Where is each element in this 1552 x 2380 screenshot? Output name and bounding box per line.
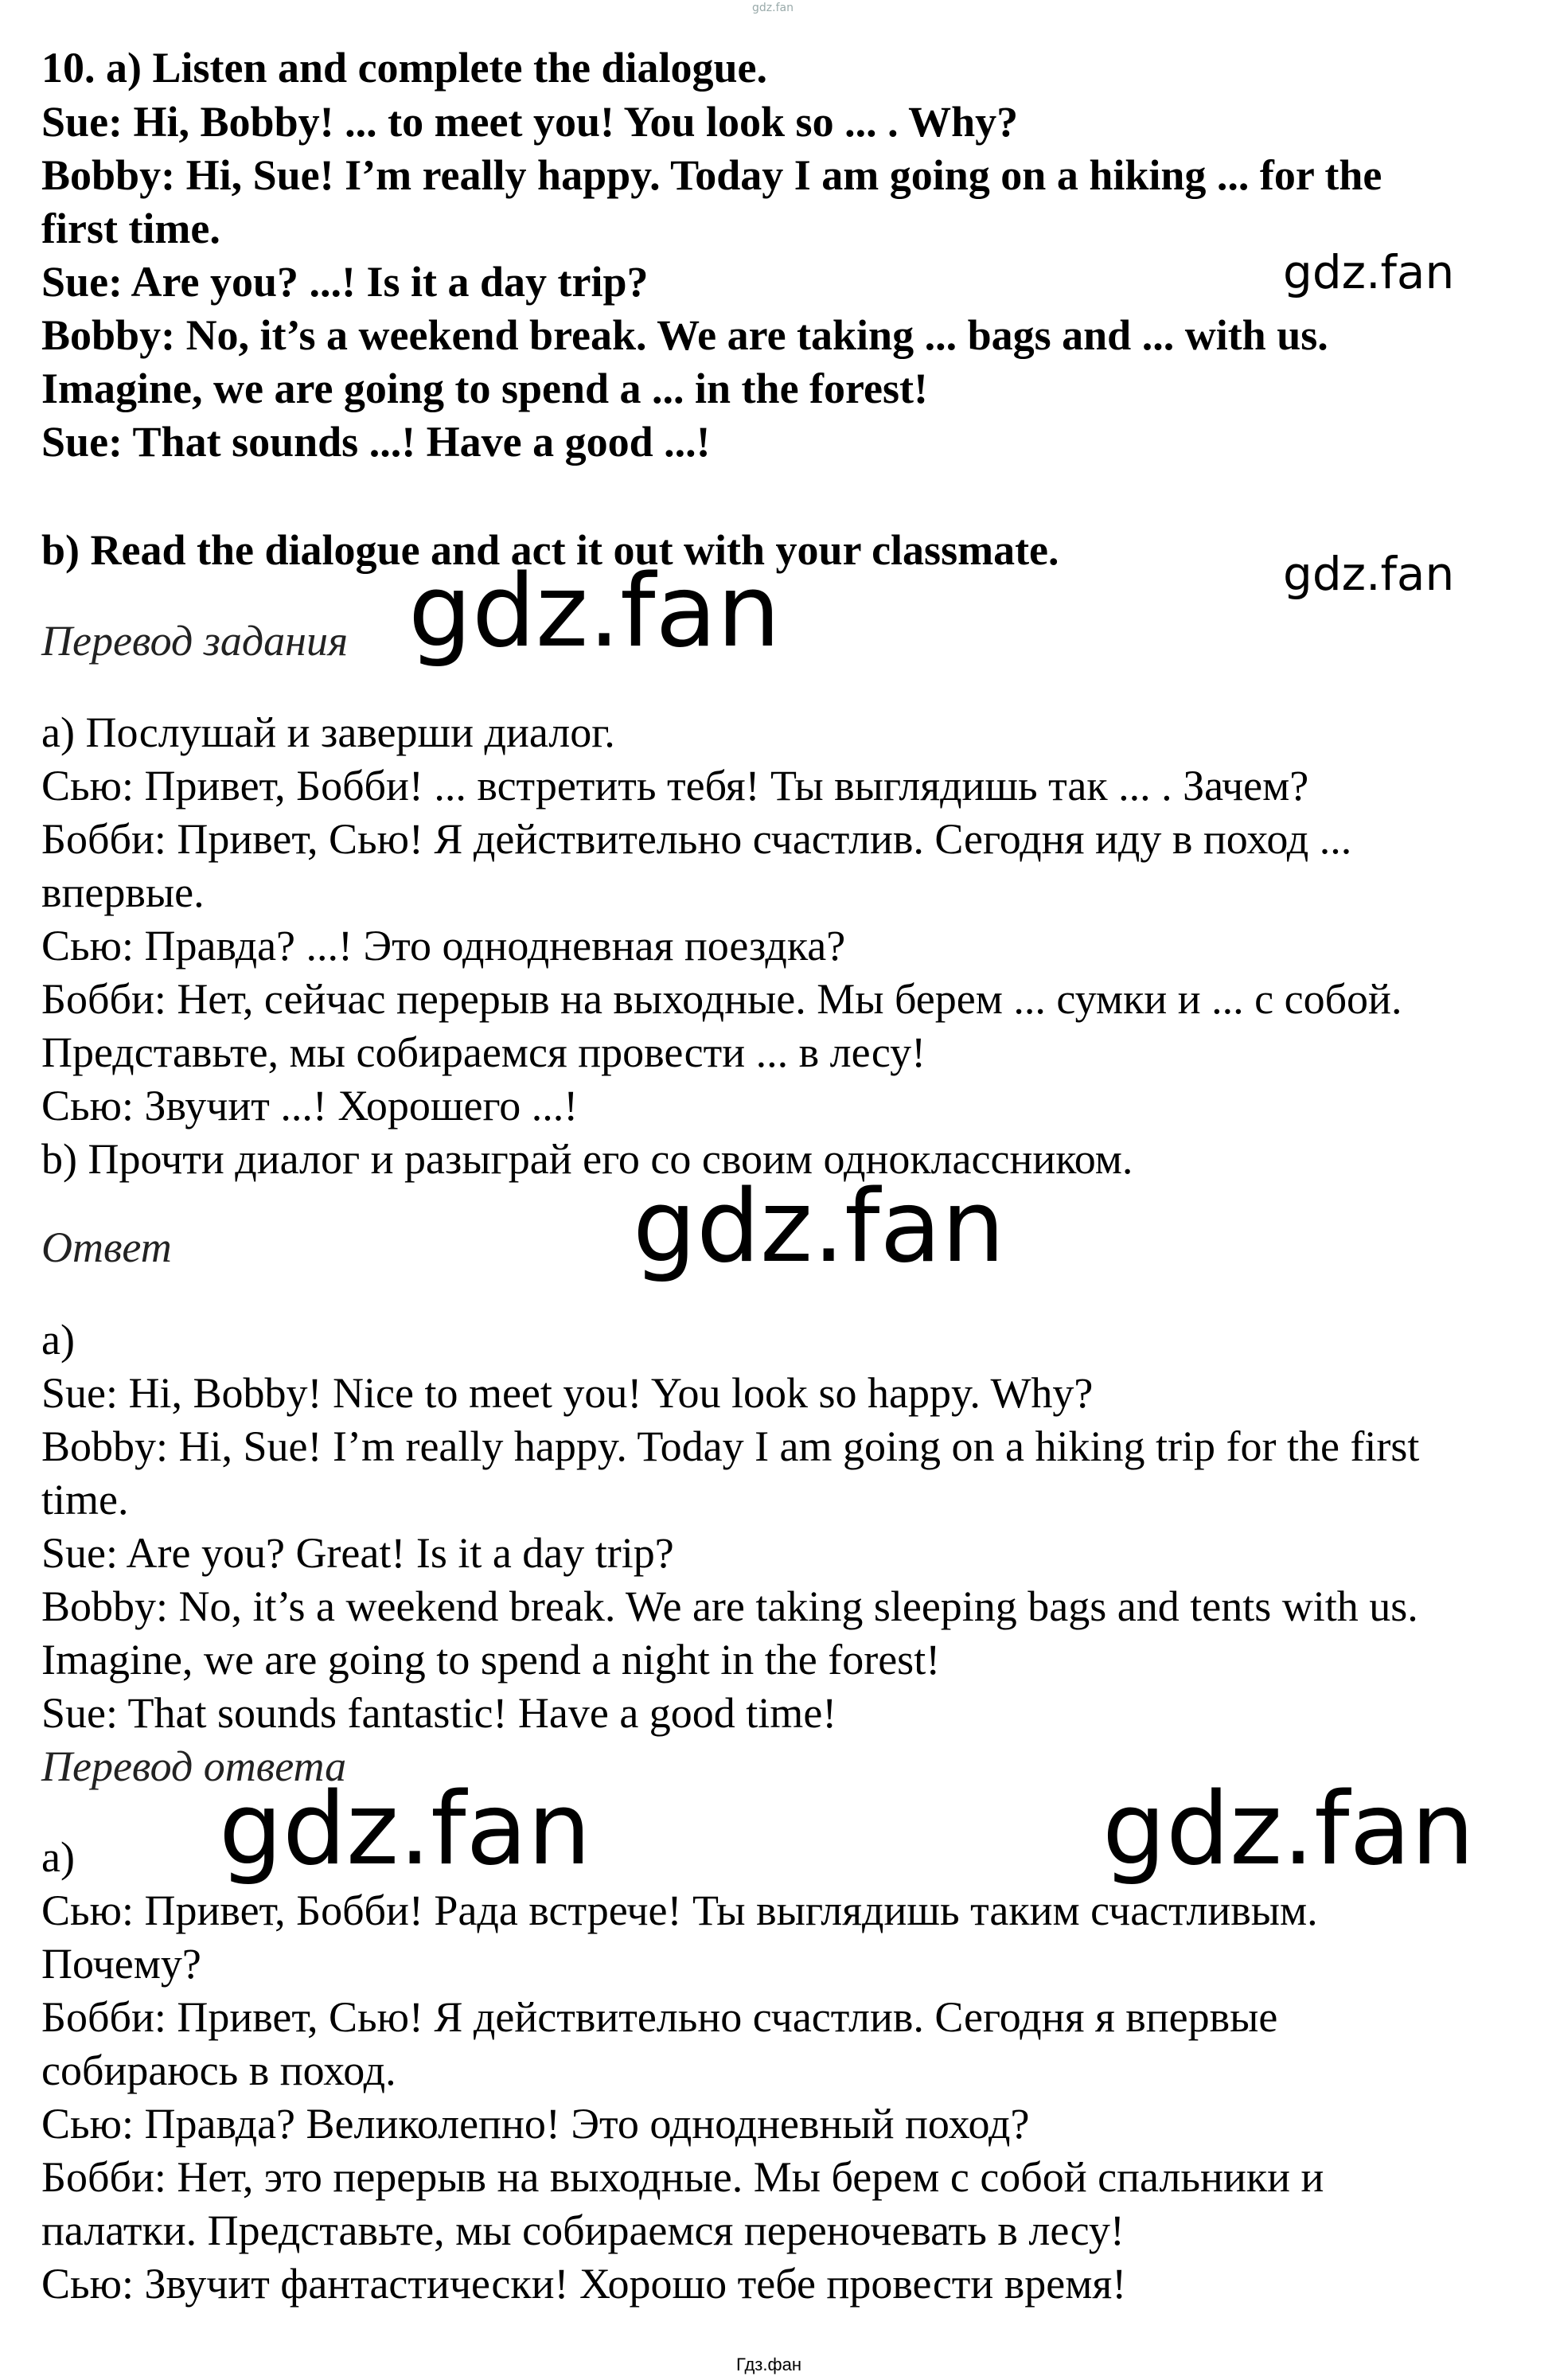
translation-line: Бобби: Привет, Сью! Я действительно счастлив. Сегодня иду в поход ... [41, 815, 1352, 863]
answer-translation-line: Почему? [41, 1940, 201, 1988]
translation-line: a) Послушай и заверши диалог. [41, 708, 615, 756]
answer-translation-line: Сью: Звучит фантастически! Хорошо тебе провести время! [41, 2260, 1127, 2308]
translation-line: Сью: Правда? ...! Это однодневная поездка? [41, 922, 846, 970]
translation-line: Сью: Привет, Бобби! ... встретить тебя! Ты выглядишь так ... . Зачем? [41, 762, 1309, 810]
watermark: gdz.fan [408, 552, 781, 669]
answer-heading: Ответ [41, 1223, 172, 1271]
task-line: Sue: Hi, Bobby! ... to meet you! You look so ... . Why? [41, 98, 1019, 146]
task-part-b: b) Read the dialogue and act it out with your classmate. [41, 526, 1059, 574]
translation-line: b) Прочти диалог и разыграй его со своим одноклассником. [41, 1135, 1133, 1183]
answer-translation-line: Бобби: Привет, Сью! Я действительно счастлив. Сегодня я впервые [41, 1993, 1278, 2041]
answer-translation-line: собираюсь в поход. [41, 2046, 396, 2094]
translation-line: Представьте, мы собираемся провести ... в лесу! [41, 1028, 926, 1076]
watermark: gdz.fan [1283, 547, 1455, 601]
answer-translation-line: палатки. Представьте, мы собираемся переночевать в лесу! [41, 2206, 1125, 2254]
translation-line: впервые. [41, 868, 205, 916]
translation-line: Сью: Звучит ...! Хорошего ...! [41, 1082, 579, 1130]
task-line: Sue: Are you? ...! Is it a day trip? [41, 258, 649, 306]
answer-translation-line: a) [41, 1833, 75, 1881]
answer-line: Bobby: No, it’s a weekend break. We are taking sleeping bags and tents with us. [41, 1582, 1418, 1630]
task-line: first time. [41, 205, 220, 252]
answer-translation-line: Бобби: Нет, это перерыв на выходные. Мы берем с собой спальники и [41, 2153, 1324, 2201]
task-line: 10. a) Listen and complete the dialogue. [41, 44, 767, 92]
watermark: gdz.fan [1283, 245, 1455, 299]
answer-translation-heading: Перевод ответа [41, 1742, 347, 1790]
answer-line: a) [41, 1316, 75, 1364]
task-line: Bobby: No, it’s a weekend break. We are taking ... bags and ... with us. [41, 311, 1328, 359]
answer-line: Sue: Hi, Bobby! Nice to meet you! You look so happy. Why? [41, 1369, 1094, 1417]
answer-translation-line: Сью: Правда? Великолепно! Это однодневный поход? [41, 2100, 1030, 2148]
answer-line: Imagine, we are going to spend a night in the forest! [41, 1636, 941, 1684]
footer-watermark: Гдз.фан [736, 2355, 801, 2374]
answer-line: Bobby: Hi, Sue! I’m really happy. Today I am going on a hiking trip for the first [41, 1422, 1420, 1470]
translation-line: Бобби: Нет, сейчас перерыв на выходные. Мы берем ... сумки и ... с собой. [41, 975, 1402, 1023]
watermark: gdz.fan [219, 1770, 591, 1887]
answer-line: time. [41, 1476, 129, 1524]
answer-line: Sue: That sounds fantastic! Have a good time! [41, 1689, 837, 1737]
translation-heading: Перевод задания [41, 617, 349, 665]
task-line: Imagine, we are going to spend a ... in the forest! [41, 365, 928, 412]
answer-translation-line: Сью: Привет, Бобби! Рада встрече! Ты выглядишь таким счастливым. [41, 1886, 1318, 1934]
answer-line: Sue: Are you? Great! Is it a day trip? [41, 1529, 674, 1577]
watermark: gdz.fan [633, 1168, 1005, 1285]
task-line: Sue: That sounds ...! Have a good ...! [41, 418, 711, 466]
watermark: gdz.fan [1102, 1770, 1475, 1887]
watermark-top: gdz.fan [752, 2, 794, 14]
task-line: Bobby: Hi, Sue! I’m really happy. Today I am going on a hiking ... for the [41, 151, 1382, 199]
